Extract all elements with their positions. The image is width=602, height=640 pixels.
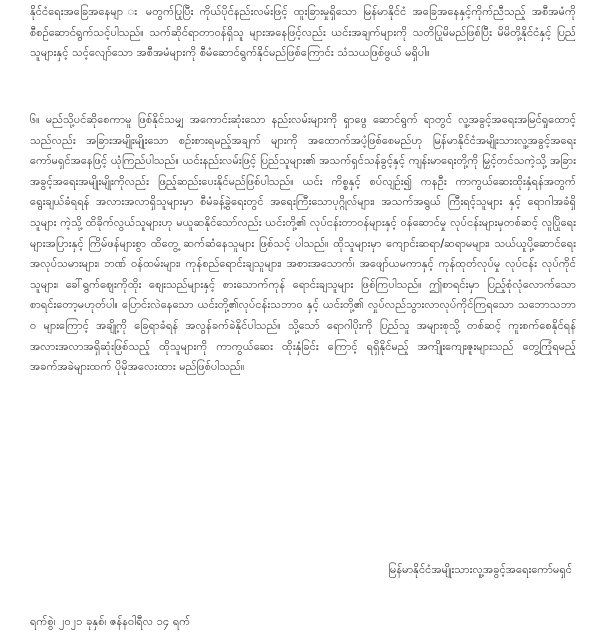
paragraph-1: နိုင်ငံရေးအခြေအနေမျာ း မတွက်ပြုပြီး ကိုယ်ပိုင်နည်းလမ်းဖြင့် ထူးခြားမှုရှိသော မြန်မာနိုင်ငံ အခြေအနေနှင့်ကိုက်ညီသည့် အစီအမံကို စီစဉ်ဆောင်ရွက်သင့်ပါသည်။ သက်ဆိုင်ရာတာဝန်ရှိသူ များအနေဖြင့်လည်း ယင်းအချက်များကို သတိပြုမိမည်ဖြစ်ပြီး မိမိတို့နိုင်ငံနှင့် ပြည်သူများနှင့် သင့်လျော်သော အစီအမံများကို စီမံဆောင်ရွက်နိုင်မည်ဖြစ်ကြောင်း သံသယဖြစ်ဖွယ် မရှိပါ။	[30, 5, 576, 60]
paragraph-2: ၆။ မည်သို့ပင်ဆိုစေကာမူ ဖြစ်နိုင်သမျှ အကောင်းဆုံးသော နည်းလမ်းများကို ရှာဖွေ ဆောင်ရွက် ရာတွင် လူ့အခွင့်အရေးအမြင်ရှုထောင့်သည်လည်း အခြားအမျိုးမျိုးသော စဉ်းစားရမည့်အချက် များကို အထောက်အပံ့ဖြစ်စေမည်ဟု မြန်မာနိုင်ငံအမျိုးသားလူ့အခွင့်အရေးကော်မရှင်အနေဖြင့် ယုံကြည်ပါသည်။ ယင်းနည်းလမ်းဖြင့် ပြည်သူများ၏ အသက်ရှင်သန်ခွင့်နှင့် ကျန်းမာရေးတို့ကို မြှင့်တင်သကဲ့သို့ အခြားအခွင့်အရေးအမျိုးမျိုးကိုလည်း ဖြည့်ဆည်းပေးနိုင်မည်ဖြစ်ပါသည်။ ယင်း ကိစ္စနှင့် စပ်လျဉ်း၍ ကနဦး ကာကွယ်ဆေးထိုးနှံရန်အတွက် ရွေးချယ်ခံရရန် အလားအလာရှိသူများမှာ စီမံခန့်ခွဲရေးတွင် အရေးကြီးသောပုဂ္ဂိုလ်များ၊ အသက်အရွယ် ကြီးရင့်သူများ နှင့် ရောဂါအခံရှိသူများ ကဲ့သို့ ထိခိုက်လွယ်သူများဟု မယူဆနိုင်သော်လည်း ယင်းတို့၏ လုပ်ငန်းတာဝန်များနှင့် ဝန်ဆောင်မှု လုပ်ငန်းများမှတစ်ဆင့် လူပြိုရေးများအပြားနှင့် ကြိမ်ဖန်များစွာ ထိတွေ့ ဆက်ဆံနေသူများ ဖြစ်သင့် ပါသည်။ ထိုသူများမှာ ကျောင်းဆရာ/ဆရာမများ၊ သယ်ယူပို့ဆောင်ရေးအလုပ်သမားများ၊ ဘဏ် ဝန်ထမ်းများ၊ ကုန်စည်ရောင်းချသူများ၊ အစားအသောက်၊ အဖျော်ယမကာနှင့် ကုန်ထုတ်လုပ်မှု လုပ်ငန်း လုပ်ကိုင် သူများ၊ ခေါ်ရွက်ဈေးကိုထိုး စျေးသည်များနှင့် စားသောက်ကုန် ရောင်းချသူများ ဖြစ်ကြပါသည်။ ဤစာရင်းမှာ ပြည့်စုံလုံလောက်သော စာရင်းတော့မဟုတ်ပါ။ ပြောင်းလဲနေသော ယင်းတို့၏လုပ်ငန်းသဘာဝ နှင့် ယင်းတို့၏ လှုပ်လည်သွားလာလုပ်ကိုင်ကြရသော သဘောသဘာဝ များကြောင့် အချို့ကို ခြေရာခံရန် အလွန်ခက်ခဲနိုင်ပါသည်။ သို့သော် ရောဂါပိုးကို ပြည်သူ အများစုသို့ တစ်ဆင့် ကူးစက်စေနိုင်ရန် အလားအလာအရှိဆုံးဖြစ်သည့် ထိုသူများကို ကာကွယ်ဆေး ထိုးနှံခြင်း ကြောင့် ရရှိနိုင်မည့် အကျိုးကျေးဇူးများသည် တွေ့ကြုံရမည့် အခက်အခဲများထက် ပိုမိုအလေးထား မည်ဖြစ်ပါသည်။	[30, 113, 576, 374]
signature-organization: မြန်မာနိုင်ငံအမျိုးသားလူ့အခွင့်အရေးကော်မရှင်	[388, 563, 572, 576]
document-date: ရက်စွဲ၊ ၂၀၂၁ ခုနှစ်၊ ဇန်နဝါရီလ ၁၄ ရက်	[30, 615, 191, 628]
